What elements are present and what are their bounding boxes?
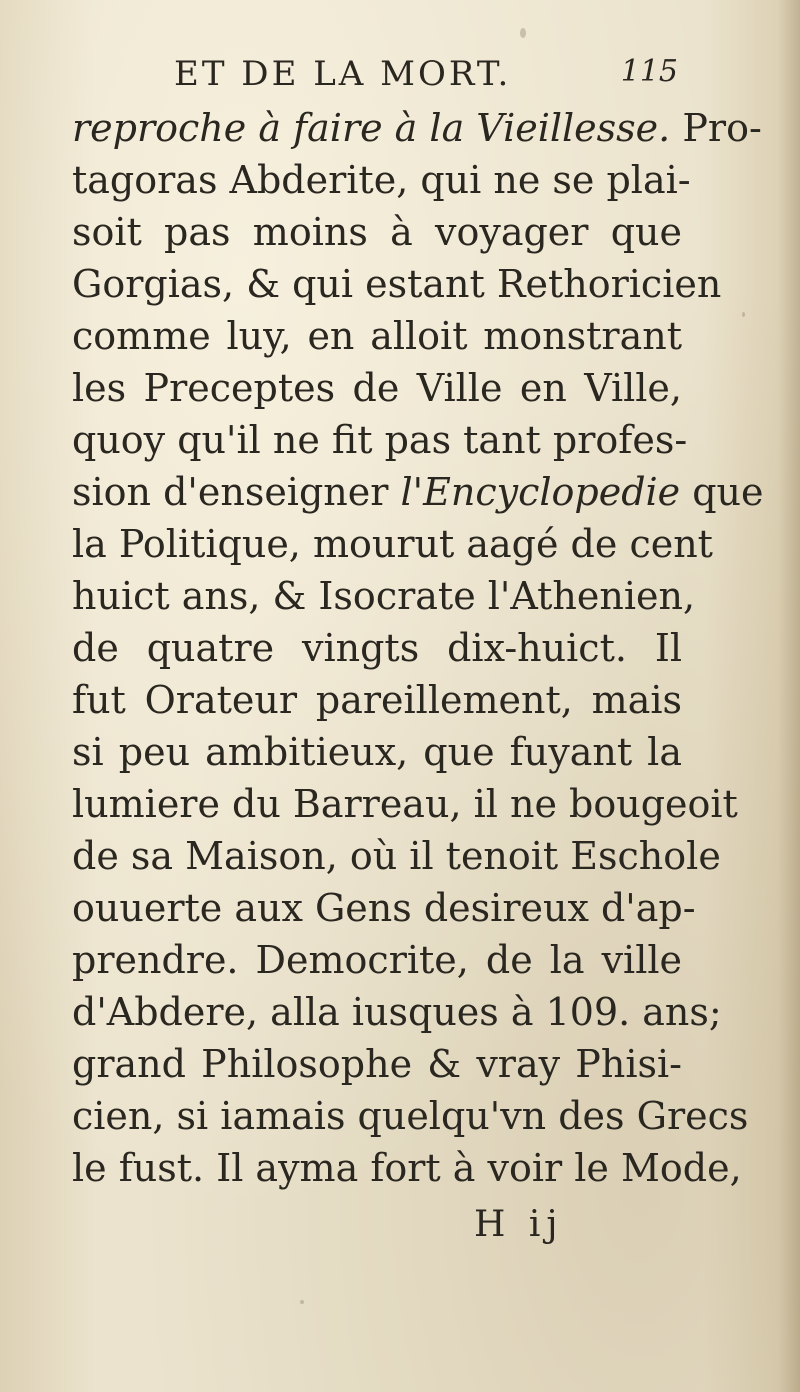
text-line: fut Orateur pareillement, mais <box>72 678 682 722</box>
paper-speck <box>300 1300 304 1304</box>
text-line: cien, si iamais quelqu'vn des Grecs <box>72 1094 749 1138</box>
page-number: 115 <box>620 54 678 89</box>
page-edge-shadow <box>778 0 800 1392</box>
italic-phrase: reproche à faire à la Vieillesse. <box>72 106 671 150</box>
text-line: soit pas moins à voyager que <box>72 210 682 254</box>
text-line: comme luy, en alloit monstrant <box>72 314 682 358</box>
text-line: tagoras Abderite, qui ne se plai- <box>72 158 691 202</box>
text-line: ouuerte aux Gens desireux d'ap- <box>72 886 696 930</box>
paper-speck <box>742 312 745 317</box>
text-line: le fust. Il ayma fort à voir le Mode, <box>72 1146 742 1190</box>
text-line: d'Abdere, alla iusques à 109. ans; <box>72 990 722 1034</box>
text-line: Gorgias, & qui estant Rethoricien <box>72 262 722 306</box>
text-line: les Preceptes de Ville en Ville, <box>72 366 682 410</box>
text-line: si peu ambitieux, que fuyant la <box>72 730 682 774</box>
body-text <box>72 102 764 1194</box>
text-line: de quatre vingts dix-huict. Il <box>72 626 682 670</box>
text-line: prendre. Democrite, de la ville <box>72 938 682 982</box>
text-line: huict ans, & Isocrate l'Athenien, <box>72 574 696 618</box>
page-header <box>78 52 678 104</box>
signature-mark: H ij <box>474 1204 564 1245</box>
text-line: la Politique, mourut aagé de cent <box>72 522 713 566</box>
line-text: sion d'enseigner <box>72 470 401 514</box>
italic-phrase: l'Encyclopedie <box>400 470 681 514</box>
text-line <box>72 102 762 154</box>
text-line: quoy qu'il ne fit pas tant profes- <box>72 418 688 462</box>
text-line: grand Philosophe & vray Phisi- <box>72 1042 682 1086</box>
text-line: de sa Maison, où il tenoit Eschole <box>72 834 721 878</box>
line-text: Pro- <box>670 106 762 150</box>
text-line <box>72 466 764 518</box>
text-line: lumiere du Barreau, il ne bougeoit <box>72 782 738 826</box>
paper-speck <box>520 28 526 38</box>
running-head: ET DE LA MORT. <box>174 54 512 94</box>
line-text: que <box>680 470 764 514</box>
